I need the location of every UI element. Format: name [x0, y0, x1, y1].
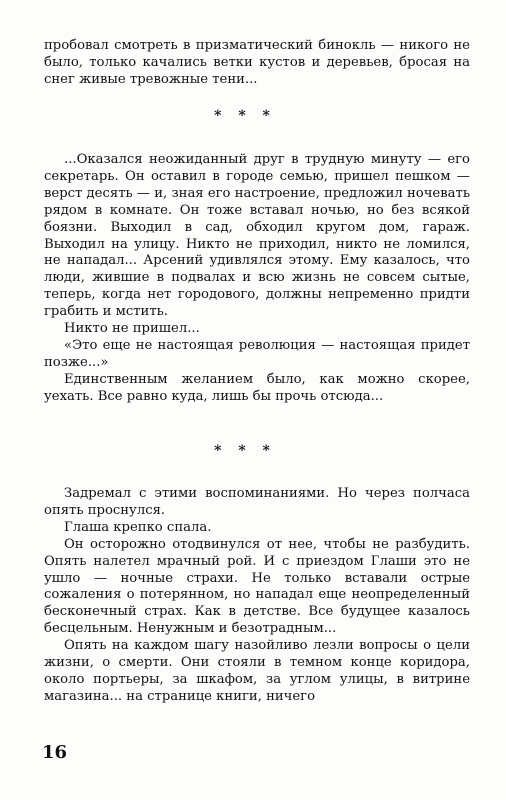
quote-paragraph: «Это еще не настоящая революция — настоящая придет позже...»	[44, 337, 470, 370]
text-block-2	[44, 152, 470, 406]
section-separator-1: * * *	[214, 108, 276, 124]
paragraph: ...Оказался неожиданный друг в трудную минуту — его секретарь. Он оставил в городе семью, пришел пешком — верст десять — и, зная его настроение, предложил ночевать рядом в комнате. Он тоже вставал ночью, но без всякой боязни. Выходил в сад, обходил кругом дом, гараж. Выходил на улицу. Никто не приходил, никто не ломился, не нападал... Арсений удивлялся этому. Ему казалось, что люди, жившие в подвалах и всю жизнь не совсем сытые, теперь, когда нет городового, должны непременно придти грабить и мстить.	[44, 152, 470, 320]
paragraph: Единственным желанием было, как можно скорее, уехать. Все равно куда, лишь бы прочь отсюда...	[44, 371, 470, 404]
paragraph: Он осторожно отодвинулся от нее, чтобы не разбудить. Опять налетел мрачный рой. И с приездом Глаши это не ушло — ночные страхи. Не только вставали острые сожаления о потерянном, но нападал еще неопределенный бесконечный страх. Как в детстве. Все будущее казалось бесцельным. Ненужным и безотрадным...	[44, 536, 470, 637]
paragraph: Глаша крепко спала.	[64, 519, 212, 535]
paragraph: Никто не пришел...	[64, 321, 200, 337]
section-separator-2: * * *	[214, 443, 276, 459]
text-block-1	[44, 38, 470, 89]
paragraph: Задремал с этими воспоминаниями. Но через полчаса опять проснулся.	[44, 486, 470, 518]
text-block-3	[44, 486, 470, 706]
paragraph: пробовал смотреть в призматический бинокль — никого не было, только качались ветки кустов и деревьев, бросая на снег живые тревожные тени...	[44, 38, 470, 87]
paragraph: Опять на каждом шагу назойливо лезли вопросы о цели жизни, о смерти. Они стояли в темном конце коридора, около портьеры, за шкафом, за углом улицы, в витрине магазина... на странице книги, ничего	[44, 638, 470, 704]
page-number: 16	[42, 742, 68, 763]
